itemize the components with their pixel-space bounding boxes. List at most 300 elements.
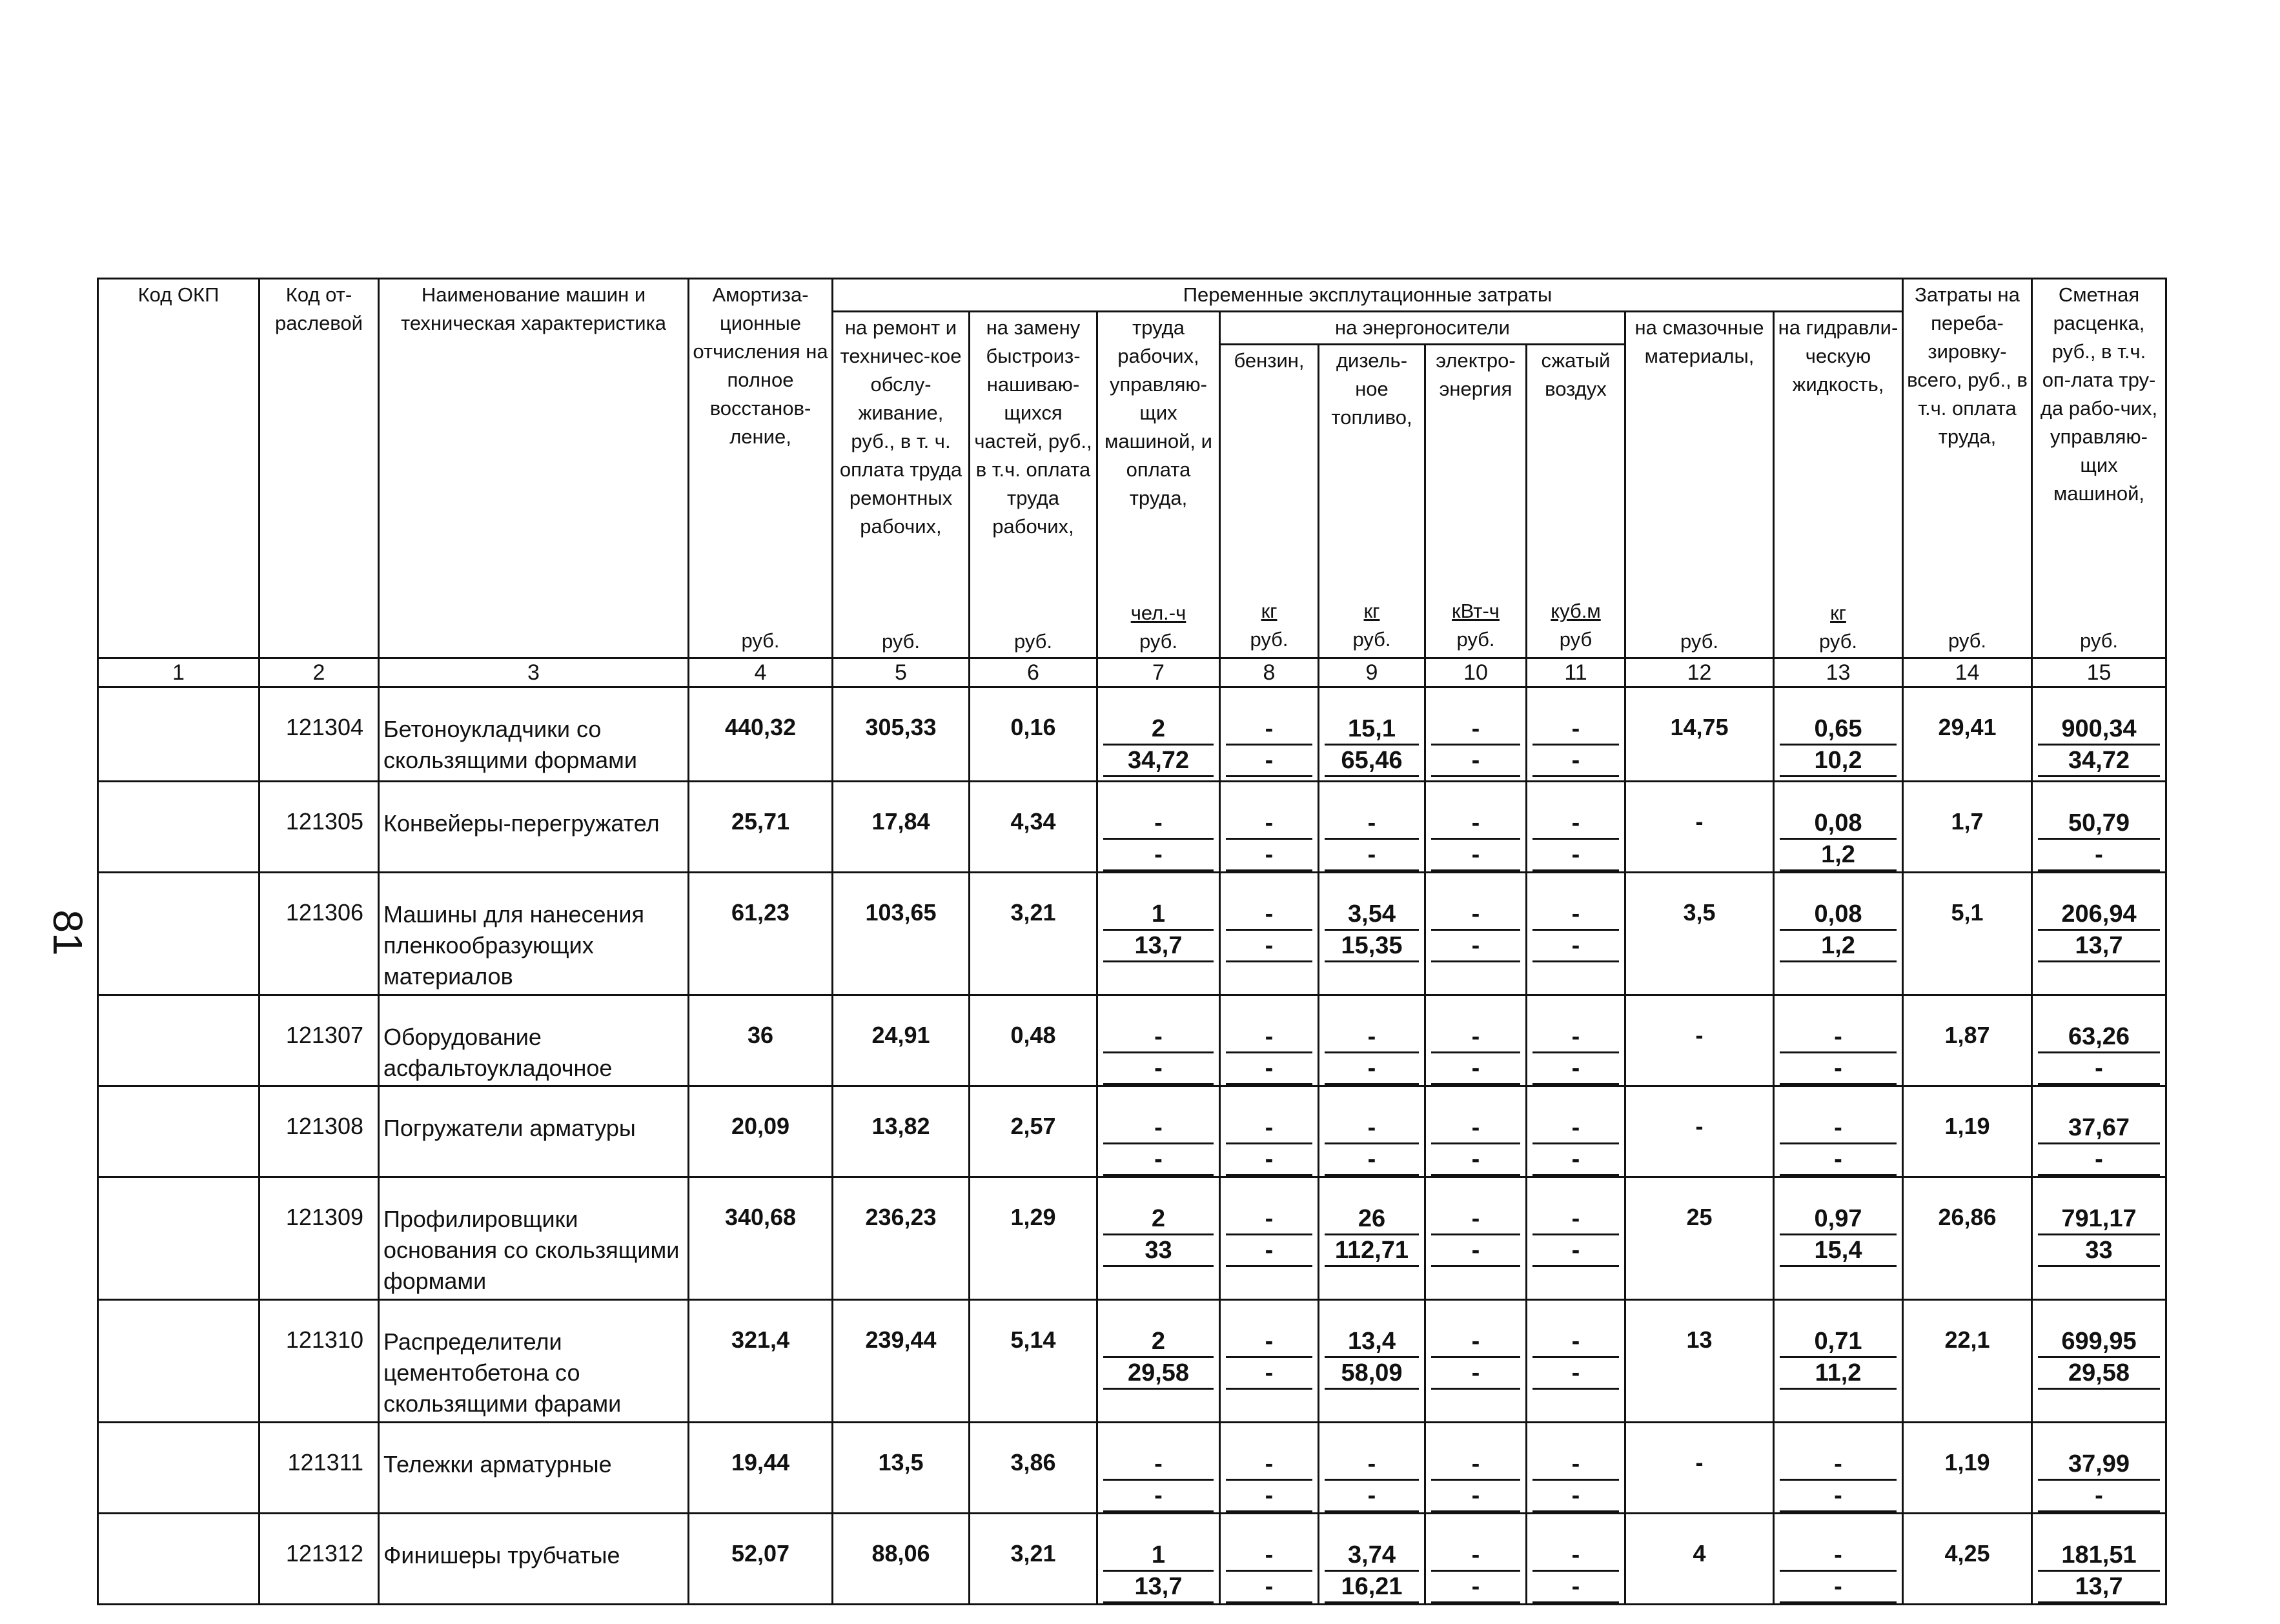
header-parts-text: на замену быстроиз-нашиваю-щихся частей, руб., в т.ч. оплата труда рабочих, [974, 316, 1092, 538]
header-machine-name-text: Наименование машин и техническая характеристика [400, 283, 667, 334]
petrol-value: - [1226, 1540, 1312, 1572]
branch-code-cell: 121305 [260, 782, 379, 873]
air-value: - [1532, 899, 1619, 931]
parts-cell: 3,21 [970, 1514, 1097, 1605]
machine-name-cell: Оборудование асфальтоукладочное [379, 995, 689, 1086]
electricity-value: - [1431, 1022, 1520, 1053]
petrol-cell [1220, 873, 1319, 995]
hydraulic-payment: 15,4 [1780, 1235, 1897, 1267]
electricity-value: - [1431, 1113, 1520, 1144]
okp-cell [98, 1086, 260, 1177]
lubricants-cell: 25 [1625, 1177, 1774, 1300]
cost-table-sheet [97, 278, 2167, 1605]
header-hydraulic [1774, 312, 1903, 658]
air-pair [1532, 808, 1619, 871]
electricity-pair [1431, 1113, 1520, 1176]
diesel-payment: - [1325, 840, 1419, 871]
petrol-pair [1226, 899, 1312, 962]
petrol-value: - [1226, 1113, 1312, 1144]
okp-cell [98, 995, 260, 1086]
rate-cell [2032, 1423, 2166, 1514]
air-cell [1527, 995, 1625, 1086]
header-air-text: сжатый воздух [1541, 349, 1611, 401]
petrol-cell [1220, 687, 1319, 782]
repair-cell: 103,65 [833, 873, 970, 995]
hydraulic-value: - [1780, 1540, 1897, 1572]
electricity-pair [1431, 1326, 1520, 1390]
labor-pair [1103, 1449, 1214, 1512]
header-diesel-unit1: кг [1363, 600, 1380, 623]
petrol-value: - [1226, 1326, 1312, 1358]
electricity-pair [1431, 1449, 1520, 1512]
electricity-value: - [1431, 1326, 1520, 1358]
electricity-payment: - [1431, 1053, 1520, 1085]
repair-cell: 24,91 [833, 995, 970, 1086]
air-cell [1527, 1086, 1625, 1177]
parts-cell: 3,86 [970, 1423, 1097, 1514]
petrol-cell [1220, 1177, 1319, 1300]
repair-cell: 13,82 [833, 1086, 970, 1177]
repair-cell: 13,5 [833, 1423, 970, 1514]
rate-value: 37,67 [2038, 1113, 2160, 1144]
rate-cell [2032, 873, 2166, 995]
branch-code-cell: 121310 [260, 1300, 379, 1423]
petrol-value: - [1226, 899, 1312, 931]
header-lubricants-unit: руб. [1680, 630, 1719, 653]
machine-name-cell: Машины для нанесения пленкообразующих материалов [379, 873, 689, 995]
rate-pair [2038, 714, 2160, 777]
electricity-cell [1425, 1514, 1527, 1605]
header-parts-unit: руб. [1013, 630, 1053, 653]
air-payment: - [1532, 1481, 1619, 1512]
parts-cell: 1,29 [970, 1177, 1097, 1300]
table-row [98, 1423, 2166, 1514]
labor-value: 1 [1103, 899, 1214, 931]
electricity-pair [1431, 714, 1520, 777]
air-value: - [1532, 1326, 1619, 1358]
column-number: 11 [1527, 658, 1625, 687]
electricity-value: - [1431, 899, 1520, 931]
header-petrol-text: бензин, [1234, 349, 1305, 372]
hydraulic-pair [1780, 808, 1897, 871]
header-repair-unit: руб. [881, 630, 921, 653]
rate-payment: 13,7 [2038, 931, 2160, 962]
header-diesel [1319, 345, 1425, 658]
petrol-payment: - [1226, 840, 1312, 871]
air-cell [1527, 782, 1625, 873]
labor-payment: - [1103, 1144, 1214, 1176]
rate-payment: - [2038, 1144, 2160, 1176]
table-row [98, 995, 2166, 1086]
petrol-payment: - [1226, 1358, 1312, 1390]
labor-value: - [1103, 1022, 1214, 1053]
amortization-cell: 25,71 [689, 782, 833, 873]
petrol-pair [1226, 1540, 1312, 1603]
rate-value: 50,79 [2038, 808, 2160, 840]
repair-cell: 239,44 [833, 1300, 970, 1423]
relocation-cell: 26,86 [1903, 1177, 2032, 1300]
column-number: 3 [379, 658, 689, 687]
diesel-pair [1325, 1113, 1419, 1176]
petrol-payment: - [1226, 1053, 1312, 1085]
header-labor-unit2: руб. [1139, 630, 1178, 653]
hydraulic-payment: - [1780, 1572, 1897, 1603]
column-number: 8 [1220, 658, 1319, 687]
air-pair [1532, 1113, 1619, 1176]
repair-cell: 17,84 [833, 782, 970, 873]
rate-payment: 34,72 [2038, 746, 2160, 777]
machine-name-cell: Профилировщики основания со скользящими формами [379, 1177, 689, 1300]
diesel-cell [1319, 782, 1425, 873]
header-amortization-unit: руб. [741, 629, 780, 652]
labor-cell [1097, 1300, 1220, 1423]
rate-pair [2038, 1540, 2160, 1603]
lubricants-cell: - [1625, 782, 1774, 873]
table-row [98, 687, 2166, 782]
repair-cell: 305,33 [833, 687, 970, 782]
parts-cell: 4,34 [970, 782, 1097, 873]
hydraulic-payment: 1,2 [1780, 840, 1897, 871]
amortization-cell: 340,68 [689, 1177, 833, 1300]
header-hydraulic-unit1: кг [1830, 602, 1846, 624]
hydraulic-value: 0,65 [1780, 714, 1897, 746]
hydraulic-value: 0,08 [1780, 899, 1897, 931]
petrol-payment: - [1226, 1144, 1312, 1176]
machine-name-cell: Финишеры трубчатые [379, 1514, 689, 1605]
electricity-value: - [1431, 808, 1520, 840]
electricity-pair [1431, 1022, 1520, 1085]
petrol-cell [1220, 1300, 1319, 1423]
column-number: 9 [1319, 658, 1425, 687]
air-payment: - [1532, 1053, 1619, 1085]
electricity-cell [1425, 1086, 1527, 1177]
column-number: 2 [260, 658, 379, 687]
table-body [98, 687, 2166, 1605]
machine-name-cell: Бетоноукладчики со скользящими формами [379, 687, 689, 782]
header-branch-code [260, 279, 379, 658]
okp-cell [98, 1514, 260, 1605]
table-row [98, 1177, 2166, 1300]
diesel-pair [1325, 1204, 1419, 1267]
petrol-value: - [1226, 1449, 1312, 1481]
hydraulic-value: - [1780, 1022, 1897, 1053]
labor-cell [1097, 1514, 1220, 1605]
labor-pair [1103, 899, 1214, 962]
header-diesel-unit2: руб. [1352, 628, 1391, 651]
diesel-cell [1319, 687, 1425, 782]
rate-pair [2038, 1326, 2160, 1390]
relocation-cell: 1,19 [1903, 1086, 2032, 1177]
rate-payment: 29,58 [2038, 1358, 2160, 1390]
air-pair [1532, 1204, 1619, 1267]
electricity-cell [1425, 687, 1527, 782]
parts-cell: 0,16 [970, 687, 1097, 782]
labor-cell [1097, 1086, 1220, 1177]
hydraulic-payment: 11,2 [1780, 1358, 1897, 1390]
hydraulic-value: 0,97 [1780, 1204, 1897, 1235]
relocation-cell: 1,7 [1903, 782, 2032, 873]
petrol-cell [1220, 1086, 1319, 1177]
labor-payment: 13,7 [1103, 931, 1214, 962]
column-number: 4 [689, 658, 833, 687]
rate-pair [2038, 899, 2160, 962]
electricity-value: - [1431, 1204, 1520, 1235]
okp-cell [98, 782, 260, 873]
branch-code-cell: 121307 [260, 995, 379, 1086]
column-number: 6 [970, 658, 1097, 687]
branch-code-cell: 121308 [260, 1086, 379, 1177]
header-lubricants-text: на смазочные материалы, [1634, 316, 1764, 367]
machine-name-cell: Конвейеры-перегружател [379, 782, 689, 873]
air-cell [1527, 1423, 1625, 1514]
header-petrol-unit1: кг [1261, 600, 1277, 623]
electricity-value: - [1431, 1540, 1520, 1572]
air-value: - [1532, 1449, 1619, 1481]
air-cell [1527, 1300, 1625, 1423]
header-amortization [689, 279, 833, 658]
air-pair [1532, 1449, 1619, 1512]
header-relocation [1903, 279, 2032, 658]
labor-value: - [1103, 808, 1214, 840]
electricity-payment: - [1431, 1481, 1520, 1512]
hydraulic-pair [1780, 1449, 1897, 1512]
rate-value: 900,34 [2038, 714, 2160, 746]
hydraulic-pair [1780, 899, 1897, 962]
amortization-cell: 61,23 [689, 873, 833, 995]
labor-value: 2 [1103, 1326, 1214, 1358]
header-labor-unit1: чел.-ч [1130, 602, 1186, 624]
header-hydraulic-unit2: руб. [1818, 630, 1858, 653]
hydraulic-cell [1774, 1300, 1903, 1423]
lubricants-cell: 3,5 [1625, 873, 1774, 995]
petrol-payment: - [1226, 931, 1312, 962]
rate-value: 37,99 [2038, 1449, 2160, 1481]
parts-cell: 0,48 [970, 995, 1097, 1086]
labor-pair [1103, 1326, 1214, 1390]
hydraulic-payment: - [1780, 1481, 1897, 1512]
relocation-cell: 29,41 [1903, 687, 2032, 782]
header-electricity [1425, 345, 1527, 658]
diesel-pair [1325, 808, 1419, 871]
lubricants-cell: - [1625, 995, 1774, 1086]
electricity-payment: - [1431, 746, 1520, 777]
electricity-pair [1431, 899, 1520, 962]
diesel-cell [1319, 1423, 1425, 1514]
electricity-cell [1425, 1177, 1527, 1300]
lubricants-cell: 14,75 [1625, 687, 1774, 782]
header-relocation-text: Затраты на переба-зировку-всего, руб., в т.ч. оплата труда, [1907, 283, 2028, 448]
petrol-payment: - [1226, 1572, 1312, 1603]
diesel-cell [1319, 1177, 1425, 1300]
rate-cell [2032, 782, 2166, 873]
labor-value: 2 [1103, 714, 1214, 746]
diesel-value: - [1325, 1113, 1419, 1144]
electricity-cell [1425, 995, 1527, 1086]
electricity-cell [1425, 782, 1527, 873]
okp-cell [98, 687, 260, 782]
header-air-unit2: руб [1559, 628, 1593, 651]
relocation-cell: 22,1 [1903, 1300, 2032, 1423]
table-row [98, 1086, 2166, 1177]
amortization-cell: 321,4 [689, 1300, 833, 1423]
diesel-payment: 112,71 [1325, 1235, 1419, 1267]
petrol-cell [1220, 995, 1319, 1086]
rate-value: 181,51 [2038, 1540, 2160, 1572]
okp-cell [98, 873, 260, 995]
diesel-pair [1325, 1540, 1419, 1603]
air-payment: - [1532, 1235, 1619, 1267]
electricity-payment: - [1431, 1144, 1520, 1176]
header-okp-text: Код ОКП [137, 283, 219, 306]
petrol-cell [1220, 1514, 1319, 1605]
electricity-cell [1425, 1423, 1527, 1514]
electricity-payment: - [1431, 1358, 1520, 1390]
rate-value: 791,17 [2038, 1204, 2160, 1235]
rate-value: 206,94 [2038, 899, 2160, 931]
diesel-value: - [1325, 1449, 1419, 1481]
column-number: 12 [1625, 658, 1774, 687]
column-number: 1 [98, 658, 260, 687]
rate-payment: 33 [2038, 1235, 2160, 1267]
branch-code-cell: 121312 [260, 1514, 379, 1605]
parts-cell: 3,21 [970, 873, 1097, 995]
electricity-cell [1425, 873, 1527, 995]
machine-name-cell: Погружатели арматуры [379, 1086, 689, 1177]
rate-cell [2032, 1086, 2166, 1177]
petrol-pair [1226, 808, 1312, 871]
header-labor-text: труда рабочих, управляю-щих машиной, и оплата труда, [1104, 316, 1212, 509]
header-repair-text: на ремонт и техничес-кое обслу-живание, руб., в т. ч. оплата труда ремонтных рабочих, [839, 316, 962, 538]
amortization-cell: 52,07 [689, 1514, 833, 1605]
labor-payment: 33 [1103, 1235, 1214, 1267]
diesel-pair [1325, 714, 1419, 777]
electricity-payment: - [1431, 1572, 1520, 1603]
air-payment: - [1532, 931, 1619, 962]
table-row [98, 1514, 2166, 1605]
table-row [98, 873, 2166, 995]
air-value: - [1532, 1022, 1619, 1053]
petrol-pair [1226, 714, 1312, 777]
machine-name-cell: Тележки арматурные [379, 1423, 689, 1514]
table-row [98, 782, 2166, 873]
petrol-payment: - [1226, 746, 1312, 777]
petrol-cell [1220, 782, 1319, 873]
electricity-value: - [1431, 1449, 1520, 1481]
air-payment: - [1532, 1144, 1619, 1176]
hydraulic-payment: - [1780, 1144, 1897, 1176]
diesel-pair [1325, 1449, 1419, 1512]
amortization-cell: 19,44 [689, 1423, 833, 1514]
hydraulic-pair [1780, 1204, 1897, 1267]
labor-payment: 34,72 [1103, 746, 1214, 777]
hydraulic-pair [1780, 714, 1897, 777]
petrol-pair [1226, 1022, 1312, 1085]
hydraulic-cell [1774, 782, 1903, 873]
branch-code-cell: 121304 [260, 687, 379, 782]
air-value: - [1532, 1113, 1619, 1144]
petrol-value: - [1226, 808, 1312, 840]
labor-cell [1097, 995, 1220, 1086]
rate-cell [2032, 1514, 2166, 1605]
rate-value: 699,95 [2038, 1326, 2160, 1358]
petrol-pair [1226, 1326, 1312, 1390]
header-electricity-text: электро-энергия [1436, 349, 1516, 401]
header-variable-costs-text: Переменные эксплутационные затраты [1183, 283, 1552, 306]
air-payment: - [1532, 1358, 1619, 1390]
header-repair [833, 312, 970, 658]
machine-name-cell: Распределители цементобетона со скользящими фарами [379, 1300, 689, 1423]
diesel-value: 13,4 [1325, 1326, 1419, 1358]
hydraulic-cell [1774, 1086, 1903, 1177]
labor-cell [1097, 873, 1220, 995]
rate-payment: - [2038, 840, 2160, 871]
hydraulic-payment: - [1780, 1053, 1897, 1085]
labor-value: - [1103, 1449, 1214, 1481]
branch-code-cell: 121311 [260, 1423, 379, 1514]
air-cell [1527, 1177, 1625, 1300]
header-rate [2032, 279, 2166, 658]
header-air-unit1: куб.м [1551, 600, 1601, 623]
labor-value: - [1103, 1113, 1214, 1144]
rate-cell [2032, 1300, 2166, 1423]
header-amortization-text: Амортиза-ционные отчисления на полное восстанов-ление, [693, 283, 828, 448]
header-variable-costs [833, 279, 1903, 312]
hydraulic-cell [1774, 687, 1903, 782]
hydraulic-payment: 1,2 [1780, 931, 1897, 962]
lubricants-cell: - [1625, 1423, 1774, 1514]
rate-pair [2038, 1449, 2160, 1512]
hydraulic-cell [1774, 1177, 1903, 1300]
header-parts [970, 312, 1097, 658]
electricity-payment: - [1431, 931, 1520, 962]
hydraulic-payment: 10,2 [1780, 746, 1897, 777]
diesel-payment: 16,21 [1325, 1572, 1419, 1603]
labor-cell [1097, 782, 1220, 873]
petrol-value: - [1226, 1204, 1312, 1235]
diesel-cell [1319, 1514, 1425, 1605]
relocation-cell: 5,1 [1903, 873, 2032, 995]
diesel-pair [1325, 899, 1419, 962]
diesel-payment: 58,09 [1325, 1358, 1419, 1390]
diesel-pair [1325, 1326, 1419, 1390]
hydraulic-value: - [1780, 1449, 1897, 1481]
labor-pair [1103, 714, 1214, 777]
petrol-cell [1220, 1423, 1319, 1514]
labor-value: 2 [1103, 1204, 1214, 1235]
diesel-payment: - [1325, 1144, 1419, 1176]
branch-code-cell: 121306 [260, 873, 379, 995]
labor-pair [1103, 1113, 1214, 1176]
diesel-value: 3,74 [1325, 1540, 1419, 1572]
header-petrol [1220, 345, 1319, 658]
diesel-cell [1319, 1086, 1425, 1177]
rate-payment: 13,7 [2038, 1572, 2160, 1603]
lubricants-cell: - [1625, 1086, 1774, 1177]
header-energy [1220, 312, 1625, 345]
hydraulic-cell [1774, 873, 1903, 995]
electricity-pair [1431, 1540, 1520, 1603]
labor-payment: 13,7 [1103, 1572, 1214, 1603]
hydraulic-pair [1780, 1113, 1897, 1176]
electricity-payment: - [1431, 1235, 1520, 1267]
header-okp [98, 279, 260, 658]
electricity-pair [1431, 1204, 1520, 1267]
air-value: - [1532, 714, 1619, 746]
header-rate-unit: руб. [2079, 629, 2119, 652]
column-number: 15 [2032, 658, 2166, 687]
hydraulic-value: 0,08 [1780, 808, 1897, 840]
rate-pair [2038, 1022, 2160, 1085]
